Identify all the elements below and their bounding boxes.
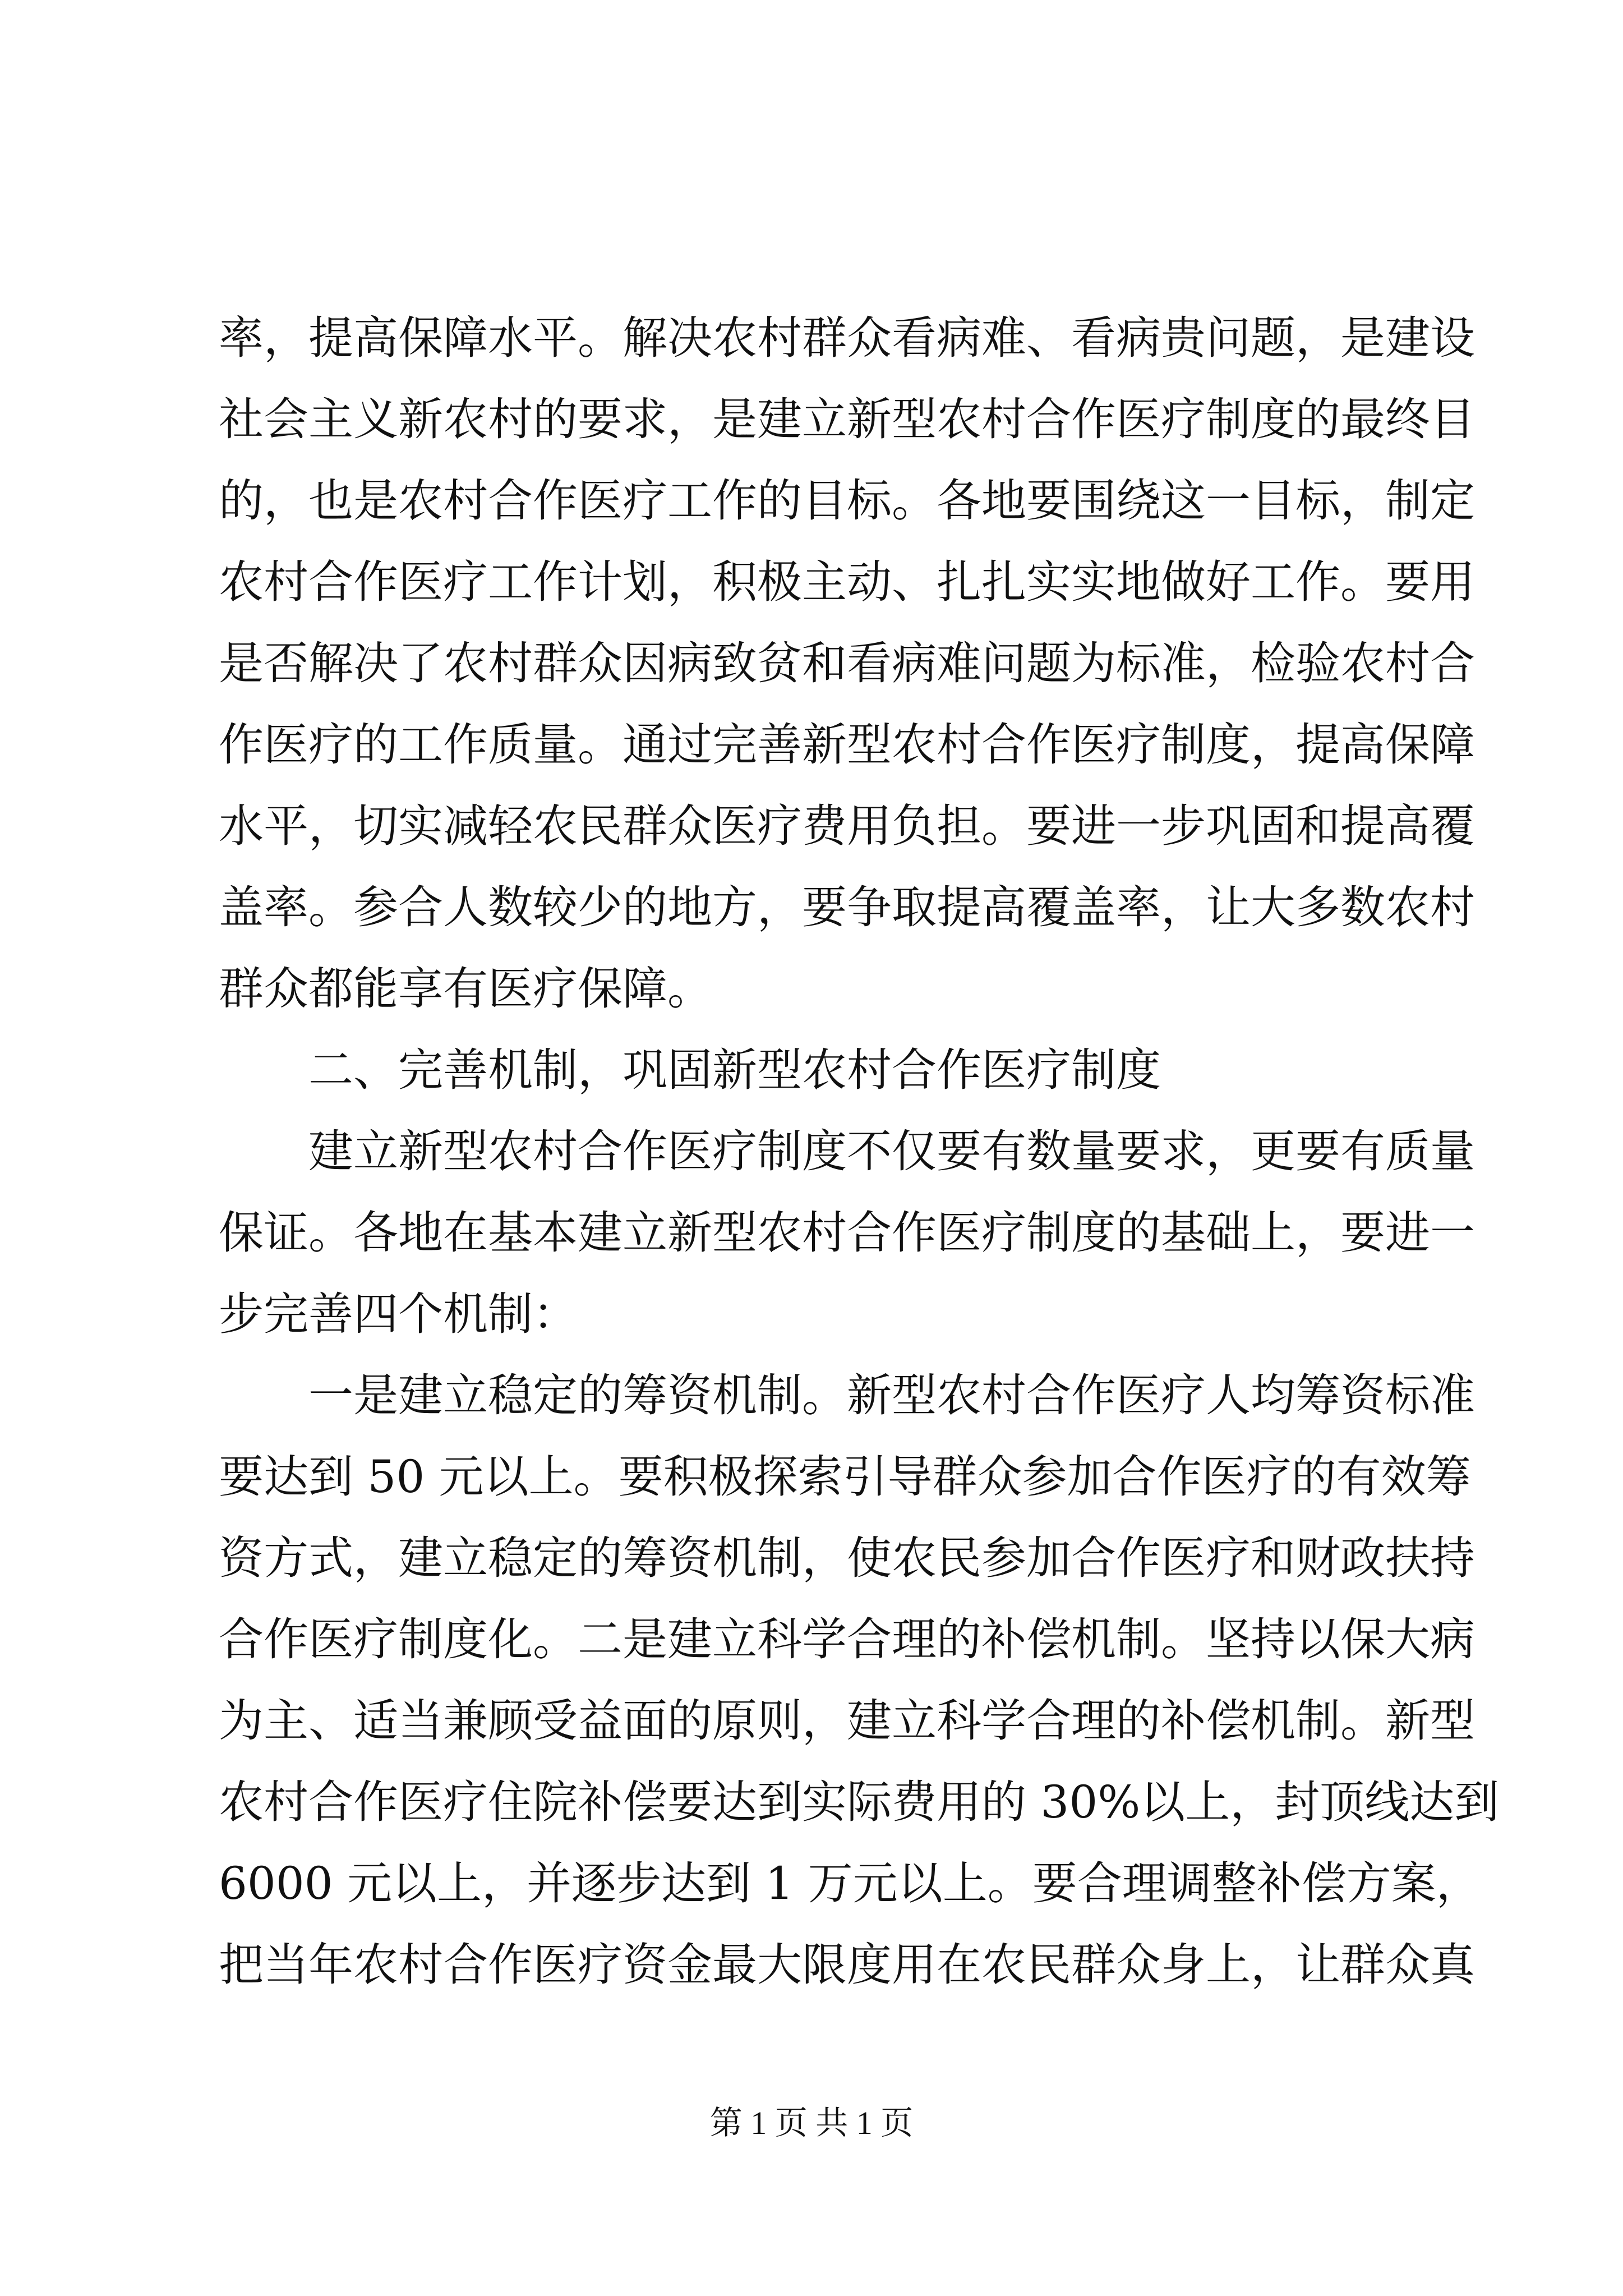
section-heading: 二、完善机制，巩固新型农村合作医疗制度 (308, 1044, 1161, 1096)
text-line: 要达到 50 元以上。要积极探索引导群众参加合作医疗的有效筹 (219, 1451, 1471, 1503)
text-line: 一是建立稳定的筹资机制。新型农村合作医疗人均筹资标准 (308, 1369, 1475, 1421)
text-line: 是否解决了农村群众因病致贫和看病难问题为标准，检验农村合 (219, 637, 1475, 689)
text-line: 作医疗的工作质量。通过完善新型农村合作医疗制度，提高保障 (219, 719, 1475, 771)
text-line: 建立新型农村合作医疗制度不仅要有数量要求，更要有质量 (308, 1125, 1475, 1177)
text-line: 资方式，建立稳定的筹资机制，使农民参加合作医疗和财政扶持 (219, 1532, 1475, 1584)
text-line: 盖率。参合人数较少的地方，要争取提高覆盖率，让大多数农村 (219, 881, 1475, 933)
text-line: 把当年农村合作医疗资金最大限度用在农民群众身上，让群众真 (219, 1939, 1475, 1991)
text-line: 社会主义新农村的要求，是建立新型农村合作医疗制度的最终目 (219, 393, 1475, 445)
text-line: 6000 元以上，并逐步达到 1 万元以上。要合理调整补偿方案， (219, 1857, 1481, 1910)
text-line: 农村合作医疗住院补偿要达到实际费用的 30%以上，封顶线达到 (219, 1776, 1500, 1828)
document-body (219, 297, 1500, 2005)
page-number-footer: 第 1 页 共 1 页 (709, 2105, 914, 2141)
text-line: 的，也是农村合作医疗工作的目标。各地要围绕这一目标，制定 (219, 475, 1475, 527)
text-line: 为主、适当兼顾受益面的原则，建立科学合理的补偿机制。新型 (219, 1695, 1475, 1747)
text-line: 群众都能享有医疗保障。 (219, 963, 712, 1015)
text-line: 步完善四个机制： (219, 1288, 578, 1340)
text-line: 率，提高保障水平。解决农村群众看病难、看病贵问题，是建设 (219, 312, 1475, 364)
text-line: 保证。各地在基本建立新型农村合作医疗制度的基础上，要进一 (219, 1207, 1475, 1259)
text-line: 水平，切实减轻农民群众医疗费用负担。要进一步巩固和提高覆 (219, 800, 1475, 852)
text-line: 农村合作医疗工作计划，积极主动、扎扎实实地做好工作。要用 (219, 556, 1475, 608)
text-line: 合作医疗制度化。二是建立科学合理的补偿机制。坚持以保大病 (219, 1613, 1475, 1665)
